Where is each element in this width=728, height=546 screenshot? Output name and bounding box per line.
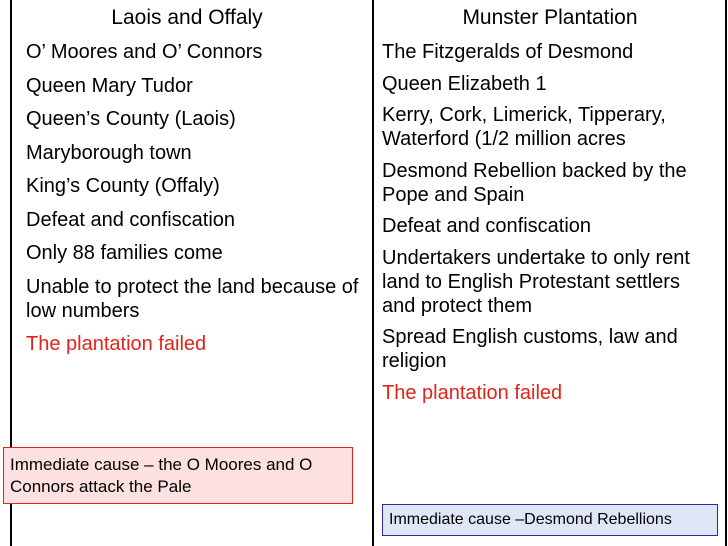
- list-item: Desmond Rebellion backed by the Pope and Spain: [382, 159, 687, 206]
- munster-list: [382, 40, 718, 405]
- laois-offaly-column: [26, 6, 362, 366]
- list-item: King’s County (Offaly): [26, 175, 220, 197]
- munster-column: [382, 6, 718, 412]
- list-item: Spread English customs, law and religion: [382, 326, 678, 372]
- list-item: Queen’s County (Laois): [26, 108, 236, 130]
- list-item: Maryborough town: [26, 141, 192, 164]
- munster-conclusion: The plantation failed: [382, 381, 563, 404]
- list-item: Only 88 families come: [26, 242, 223, 264]
- column-divider: [372, 0, 374, 546]
- list-item: Kerry, Cork, Limerick, Tipperary, Waterford (1/2 million acres: [382, 104, 666, 150]
- list-item: Undertakers undertake to only rent land to English Protestant settlers and protect them: [382, 246, 690, 317]
- laois-offaly-conclusion: The plantation failed: [26, 333, 207, 355]
- laois-offaly-title: Laois and Offaly: [111, 6, 263, 29]
- laois-offaly-list: [26, 40, 362, 356]
- list-item: Unable to protect the land because of low numbers: [26, 275, 359, 322]
- list-item: Queen Mary Tudor: [26, 74, 193, 97]
- list-item: Queen Elizabeth 1: [382, 72, 547, 95]
- munster-title: Munster Plantation: [462, 6, 638, 29]
- laois-offaly-cause-box: Immediate cause – the O Moores and O Connors attack the Pale: [3, 447, 353, 504]
- list-item: The Fitzgeralds of Desmond: [382, 41, 634, 63]
- list-item: Defeat and confiscation: [26, 208, 236, 231]
- list-item: Defeat and confiscation: [382, 215, 592, 237]
- munster-cause-box: Immediate cause –Desmond Rebellions: [382, 504, 718, 536]
- list-item: O’ Moores and O’ Connors: [26, 41, 263, 63]
